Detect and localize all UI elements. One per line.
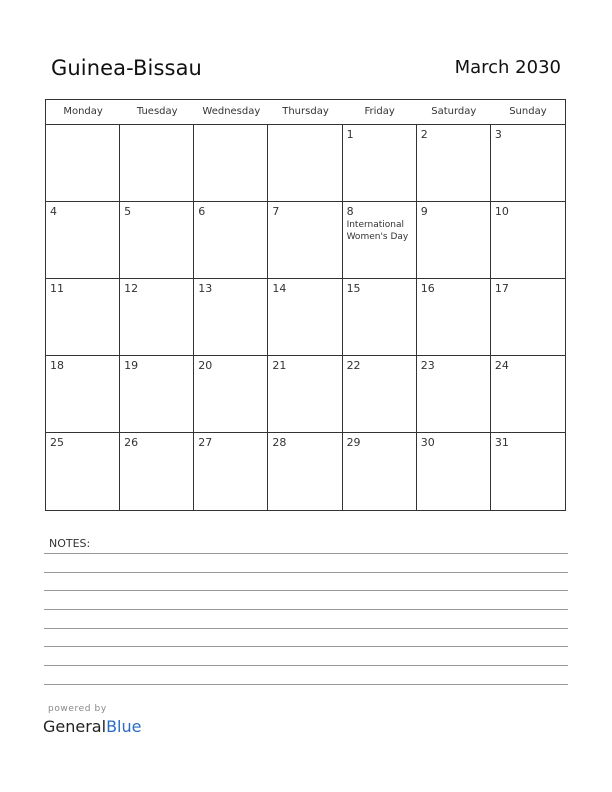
- day-cell: [120, 356, 194, 433]
- date-number: 28: [272, 436, 287, 449]
- weekday-sunday: Sunday: [509, 106, 547, 117]
- date-number: 1: [346, 128, 354, 141]
- generalblue-logo: [43, 717, 141, 736]
- holiday-label: International Women's Day: [346, 220, 409, 242]
- day-cell: [417, 356, 491, 433]
- day-cell: [491, 202, 565, 279]
- day-cell: [491, 433, 565, 510]
- day-cell: [343, 279, 417, 356]
- date-number: 26: [124, 436, 139, 449]
- weekday-tuesday: Tuesday: [136, 106, 178, 117]
- day-cell: [46, 202, 120, 279]
- day-cell: [194, 433, 268, 510]
- day-cell: [491, 279, 565, 356]
- day-cell: [46, 279, 120, 356]
- note-line: [44, 684, 568, 685]
- day-cell: [194, 125, 268, 202]
- note-line: [44, 628, 568, 629]
- day-cell: [417, 433, 491, 510]
- day-cell: [343, 356, 417, 433]
- date-number: 27: [198, 436, 213, 449]
- date-number: 19: [124, 359, 139, 372]
- day-cell: [194, 202, 268, 279]
- date-number: 9: [420, 205, 428, 218]
- date-number: 4: [50, 205, 57, 218]
- weekday-header-row: [46, 100, 565, 125]
- day-cell: [194, 356, 268, 433]
- note-line: [44, 609, 568, 610]
- day-cell: [268, 202, 342, 279]
- date-number: 2: [420, 128, 428, 141]
- date-number: 20: [198, 359, 213, 372]
- day-cell: [491, 356, 565, 433]
- weekday-friday: Friday: [364, 106, 395, 117]
- date-number: 15: [346, 282, 361, 295]
- date-number: 6: [198, 205, 206, 218]
- day-cell: [417, 279, 491, 356]
- powered-by-text: powered by: [48, 704, 107, 714]
- weekday-monday: Monday: [63, 106, 103, 117]
- day-cell: [120, 433, 194, 510]
- note-line: [44, 665, 568, 666]
- day-cell: [46, 356, 120, 433]
- day-cell: [343, 433, 417, 510]
- date-number: 23: [420, 359, 435, 372]
- note-line: [44, 572, 568, 573]
- calendar-grid: [45, 99, 566, 511]
- day-cell: [268, 279, 342, 356]
- note-line: [44, 646, 568, 647]
- month-year-title: March 2030: [454, 57, 561, 78]
- note-line: [44, 590, 568, 591]
- weekday-wednesday: Wednesday: [202, 106, 261, 117]
- day-cell: [268, 356, 342, 433]
- date-number: 29: [346, 436, 361, 449]
- day-cell: [417, 125, 491, 202]
- day-cell: [343, 202, 417, 279]
- date-number: 13: [198, 282, 213, 295]
- day-cell: [120, 202, 194, 279]
- day-cell: [46, 433, 120, 510]
- date-number: 24: [494, 359, 509, 372]
- day-cell: [120, 125, 194, 202]
- date-number: 11: [50, 282, 64, 295]
- date-number: 17: [494, 282, 509, 295]
- weekday-saturday: Saturday: [431, 106, 477, 117]
- date-number: 31: [494, 436, 509, 449]
- date-number: 30: [420, 436, 435, 449]
- date-number: 3: [494, 128, 502, 141]
- date-number: 12: [124, 282, 139, 295]
- date-number: 10: [494, 205, 509, 218]
- date-number: 18: [50, 359, 64, 372]
- day-cell: [268, 125, 342, 202]
- date-number: 14: [272, 282, 287, 295]
- brand-blue: Blue: [106, 717, 142, 736]
- weekday-thursday: Thursday: [282, 106, 329, 117]
- note-line: [44, 553, 568, 554]
- date-number: 25: [50, 436, 64, 449]
- calendar-days: [46, 125, 565, 510]
- date-number: 5: [124, 205, 132, 218]
- date-number: 21: [272, 359, 287, 372]
- day-cell: [343, 125, 417, 202]
- day-cell: [120, 279, 194, 356]
- date-number: 16: [420, 282, 435, 295]
- page-title: Guinea-Bissau: [51, 56, 202, 80]
- date-number: 22: [346, 359, 361, 372]
- day-cell: [194, 279, 268, 356]
- day-cell: [491, 125, 565, 202]
- notes-label: NOTES:: [49, 537, 91, 550]
- date-number: 8: [346, 205, 354, 218]
- brand-general: General: [43, 717, 107, 736]
- day-cell: [46, 125, 120, 202]
- day-cell: [268, 433, 342, 510]
- date-number: 7: [272, 205, 280, 218]
- day-cell: [417, 202, 491, 279]
